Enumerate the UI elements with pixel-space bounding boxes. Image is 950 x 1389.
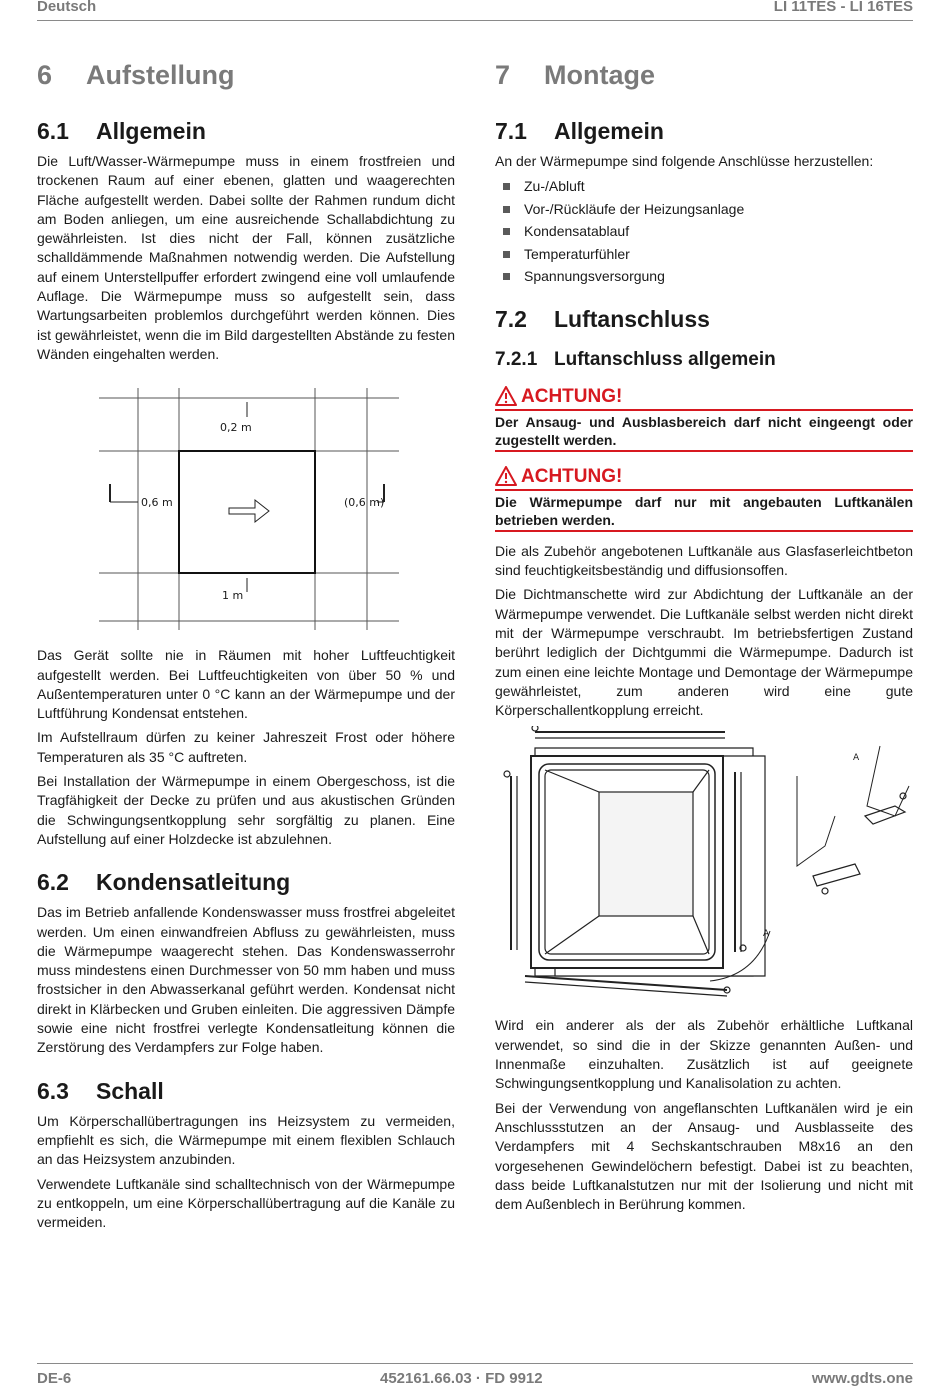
detail-label-a2: A [763,929,770,940]
chapter-6-number: 6 [37,60,53,90]
section-7-1-heading [495,116,913,146]
section-7-1-title: Allgemein [554,118,664,144]
chapter-6-heading [37,58,455,92]
section-6-2-number: 6.2 [37,869,69,896]
section-7-2-heading [495,304,913,334]
clearance-right-label: (0,6 m) [344,496,385,510]
bullet-square-icon [503,228,510,235]
section-6-3-paragraph-1: Um Körperschallübertragungen ins Heizsystem zu vermeiden, empfiehlt es sich, die Wärmepumpe mit einem flexiblen Schlauch an das Heizsystem anzubinden. [37,1112,455,1168]
warning-box-1 [495,386,913,452]
section-7-2-title: Luftanschluss [554,305,710,332]
bolt-icon [822,888,828,894]
chapter-7-title: Montage [544,60,655,90]
clearance-diagram [37,372,455,632]
section-6-1-paragraph-4: Bei Installation der Wärmepumpe in einem Obergeschoss, ist die Tragfähigkeit der Decke zu prüfen und aus akustischen Gründen die Schwingungsentkopplung sehr sorgfältig zu planen. Eine Aufstellung auf einer Holzdecke ist abzulehnen. [37,773,455,847]
section-6-3-heading [37,1076,455,1106]
list-item-label: Zu-/Abluft [524,178,585,195]
chapter-6-title: Aufstellung [86,60,235,90]
warning-divider [495,489,913,491]
list-item [495,243,913,266]
bolt-icon [504,771,510,777]
section-6-3-paragraph-2: Verwendete Luftkanäle sind schalltechnisch von der Wärmepumpe zu entkoppeln, um eine Körperschallübertragung auf die Kanäle zu vermeiden. [37,1175,455,1231]
section-6-2-paragraph-1: Das im Betrieb anfallende Kondenswasser muss frostfrei abgeleitet werden. Um einen einwandfreien Abfluss zu gewährleisten, muss die Wärmepumpe waagerecht stehen. Das Kondenswasserrohr muss mindestens einen Durchmesser von 50 mm haben und muss frostsicher in den Abwasserkanal geführt werden. Kondensat nicht direkt in Klärbecken und Gruben einleiten. Die aggressiven Dämpfe sowie eine nicht frostfrei verlegte Kondensatleitung können die Zerstörung des Verdampfers zur Folge haben. [37,904,455,1056]
warning-triangle-icon [495,466,517,486]
bolt-icon [532,726,538,731]
bullet-square-icon [503,273,510,280]
list-item-label: Temperaturfühler [524,245,630,262]
header-divider [37,20,913,21]
warning-divider [495,530,913,532]
list-item-label: Spannungsversorgung [524,268,665,285]
section-6-2-heading [37,867,455,897]
warning-box-2 [495,466,913,532]
warning-text: Die Wärmepumpe darf nur mit angebauten Luftkanälen betrieben werden. [495,493,913,528]
section-7-1-intro: An der Wärmepumpe sind folgende Anschlüsse herzustellen: [495,153,874,169]
section-7-2-1-paragraph-3: Wird ein anderer als der als Zubehör erhältliche Luftkanal verwendet, so sind die in der Skizze genannten Außen- und Innenmaße einzuhalten. Zusätzlich ist auf geeignete Schwingungsentkopplung und Kanalisolation zu achten. [495,1017,913,1092]
section-7-2-1-title: Luftanschluss allgemein [554,348,776,370]
section-6-1-paragraph-2: Das Gerät sollte nie in Räumen mit hoher Luftfeuchtigkeit aufgestellt werden. Bei Luftfeuchtigkeiten von über 50 % und Außentemperaturen unter 0 °C kann an der Wärmepumpe und der Luftführung Kondensat entstehen. [37,647,455,722]
section-6-1-number: 6.1 [37,118,69,144]
chapter-7-heading [495,58,913,92]
list-item-label: Vor-/Rückläufe der Heizungsanlage [524,200,745,217]
section-7-2-number: 7.2 [495,305,527,332]
warning-label: ACHTUNG! [521,385,623,407]
section-6-1-heading [37,116,455,146]
list-item [495,220,913,243]
left-column [37,58,455,1237]
footer-url: www.gdts.one [811,1370,913,1387]
warning-divider [495,409,913,411]
warning-heading [495,386,913,408]
section-7-2-1-heading [495,346,913,374]
list-item [495,198,913,221]
footer-divider [37,1363,913,1364]
list-item-label: Kondensatablauf [524,223,630,240]
list-item [495,175,913,198]
right-column [495,58,913,1219]
list-item [495,265,913,288]
section-6-1-paragraph-3: Im Aufstellraum dürfen zu keiner Jahreszeit Frost oder höhere Temperaturen als 35 °C auftreten. [37,729,455,765]
warning-triangle-icon [495,386,517,406]
heat-pump-outline [179,451,315,573]
clearance-top-label: 0,2 m [220,421,252,435]
section-7-2-1-paragraph-2: Die Dichtmanschette wird zur Abdichtung der Luftkanäle an der Wärmepumpe verwendet. Die Luftkanäle selbst werden nicht direkt mit der Wärmepumpe verschraubt. Im betriebsfertigen Zustand berührt lediglich der Dichtgummi die Wärmepumpe. Dadurch ist zum einen eine leichte Montage und Demontage der Wärmepumpe gewährleistet, zum anderen wird eine gute Körperschallentkopplung erreicht. [495,586,913,719]
section-6-3-title: Schall [96,1077,164,1104]
warning-text: Der Ansaug- und Ausblasbereich darf nicht eingeengt oder zugestellt werden. [495,413,913,448]
bullet-square-icon [503,251,510,258]
section-6-1-paragraph-1: Die Luft/Wasser-Wärmepumpe muss in einem frostfreien und trockenen Raum auf einer ebenen, glatten und waagerechten Fläche aufgestellt werden. Dabei sollte der Rahmen rundum dicht am Boden anliegen, um eine ausreichende Schallabdichtung zu gewährleisten. Ist dies nicht der Fall, können zusätzliche schalldämmende Maßnahmen notwendig werden. Die Aufstellung auf einem Unterstellpuffer erfordert zwingend eine voll umlaufende Auflage. Die Wärmepumpe muss so aufgestellt sein, dass Wartungsarbeiten problemlos durchgeführt werden können. Dies ist gewährleistet, wenn die im Bild dargestellten Abstände zu festen Wänden eingehalten werden. [37,153,455,362]
footer-document-number: 452161.66.03 · FD 9912 [380,1370,543,1387]
header-language: Deutsch [37,0,97,15]
clearance-bottom-label: 1 m [222,589,244,603]
connection-list [495,175,913,288]
air-duct-illustration [495,726,913,1008]
chapter-7-number: 7 [495,60,511,90]
bullet-square-icon [503,206,510,213]
section-7-2-1-paragraph-1: Die als Zubehör angebotenen Luftkanäle aus Glasfaserleichtbeton sind feuchtigkeitsbeständig und diffusionsoffen. [495,542,913,579]
bullet-square-icon [503,183,510,190]
section-7-2-1-paragraph-4: Bei der Verwendung von angeflanschten Luftkanälen wird je ein Anschlussstutzen an der Ansaug- und Ausblasseite des Verdampfers mit 4 Sechskantschrauben M8x16 an den vorgesehenen Gewindelöchern befestigt. Dabei ist zu beachten, dass beide Luftkanalstutzen nur mit der Isolierung und nicht mit dem Außenblech in Berührung kommen. [495,1099,913,1213]
section-6-2-title: Kondensatleitung [96,869,291,896]
detail-label-a1: A [853,753,860,764]
section-6-3-number: 6.3 [37,1077,69,1104]
footer-page-number: DE-6 [37,1370,72,1387]
warning-heading [495,466,913,488]
warning-divider [495,450,913,452]
clearance-left-label: 0,6 m [141,496,173,510]
section-7-1-number: 7.1 [495,118,527,144]
section-6-1-title: Allgemein [96,118,206,144]
header-model: LI 11TES - LI 16TES [773,0,913,15]
warning-label: ACHTUNG! [521,465,623,487]
section-7-2-1-number: 7.2.1 [495,348,538,370]
